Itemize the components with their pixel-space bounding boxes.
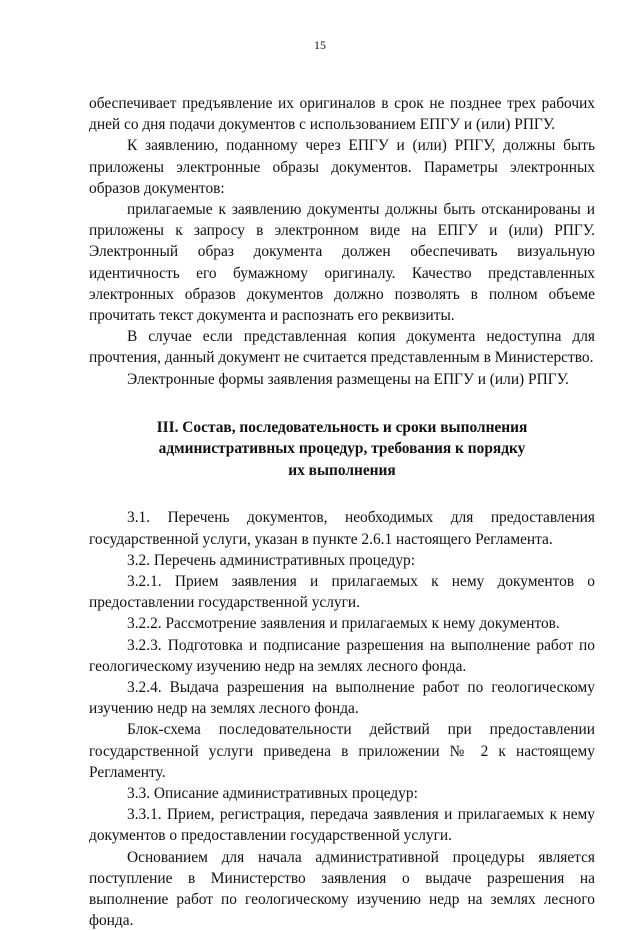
paragraph-3-2-1: 3.2.1. Прием заявления и прилагаемых к нему документов о предоставлении государственной услуги. [89, 572, 595, 612]
paragraph-3-2-4: 3.2.4. Выдача разрешения на выполнение работ по геологическому изучению недр на землях лесного фонда. [89, 678, 595, 718]
paragraph-block-scheme: Блок-схема последовательности действий при предоставлении государственной услуги приведена в приложении № 2 к настоящему Регламенту. [89, 721, 595, 781]
section-heading [89, 417, 595, 482]
paragraph-3-3: 3.3. Описание административных процедур: [127, 784, 418, 802]
section-heading-line: административных процедур, требования к порядку [158, 440, 526, 458]
section-heading-line: III. Состав, последовательность и сроки выполнения [156, 418, 528, 436]
paragraph-electronic-images: К заявлению, поданному через ЕПГУ и (или) РПГУ, должны быть приложены электронные образы документов. Параметры электронных образов документов: [89, 137, 595, 197]
page-number: 15 [314, 38, 326, 52]
paragraph-3-3-1: 3.3.1. Прием, регистрация, передача заявления и прилагаемых к нему документов о предоставлении государственной услуги. [89, 806, 595, 845]
paragraph-3-2: 3.2. Перечень административных процедур: [127, 551, 416, 569]
paragraph-electronic-forms: Электронные формы заявления размещены на ЕПГУ и (или) РПГУ. [127, 370, 569, 388]
paragraph-basis: Основанием для начала административной процедуры является поступление в Министерство заявления о выдаче разрешения на выполнение работ по геологическому изучению недр на землях лесного фонда. [89, 848, 595, 930]
paragraph-3-2-2: 3.2.2. Рассмотрение заявления и прилагаемых к нему документов. [127, 615, 560, 633]
paragraph-3-1: 3.1. Перечень документов, необходимых для предоставления государственной услуги, указан в пункте 2.6.1 настоящего Регламента. [89, 509, 595, 548]
paragraph-unreadable-copy: В случае если представленная копия документа недоступна для прочтения, данный документ не считается представленным в Министерство. [89, 328, 595, 367]
paragraph-3-2-3: 3.2.3. Подготовка и подписание разрешения на выполнение работ по геологическому изучению недр на землях лесного фонда. [89, 636, 595, 675]
section-heading-line: их выполнения [288, 461, 396, 479]
paragraph-scan-requirements: прилагаемые к заявлению документы должны быть отсканированы и приложены к запросу в электронном виде на ЕПГУ и (или) РПГУ. Электронный образ документа должен обеспечивать визуальную идентичность его бумажному оригиналу. Качество представленных электронных образов документов должно позволять в полном объеме прочитать текст документа и распознать его реквизиты. [89, 201, 595, 325]
paragraph-continuation: обеспечивает предъявление их оригиналов в срок не позднее трех рабочих дней со дня подачи документов с использованием ЕПГУ и (или) РПГУ. [89, 95, 595, 134]
document-body [89, 93, 595, 931]
